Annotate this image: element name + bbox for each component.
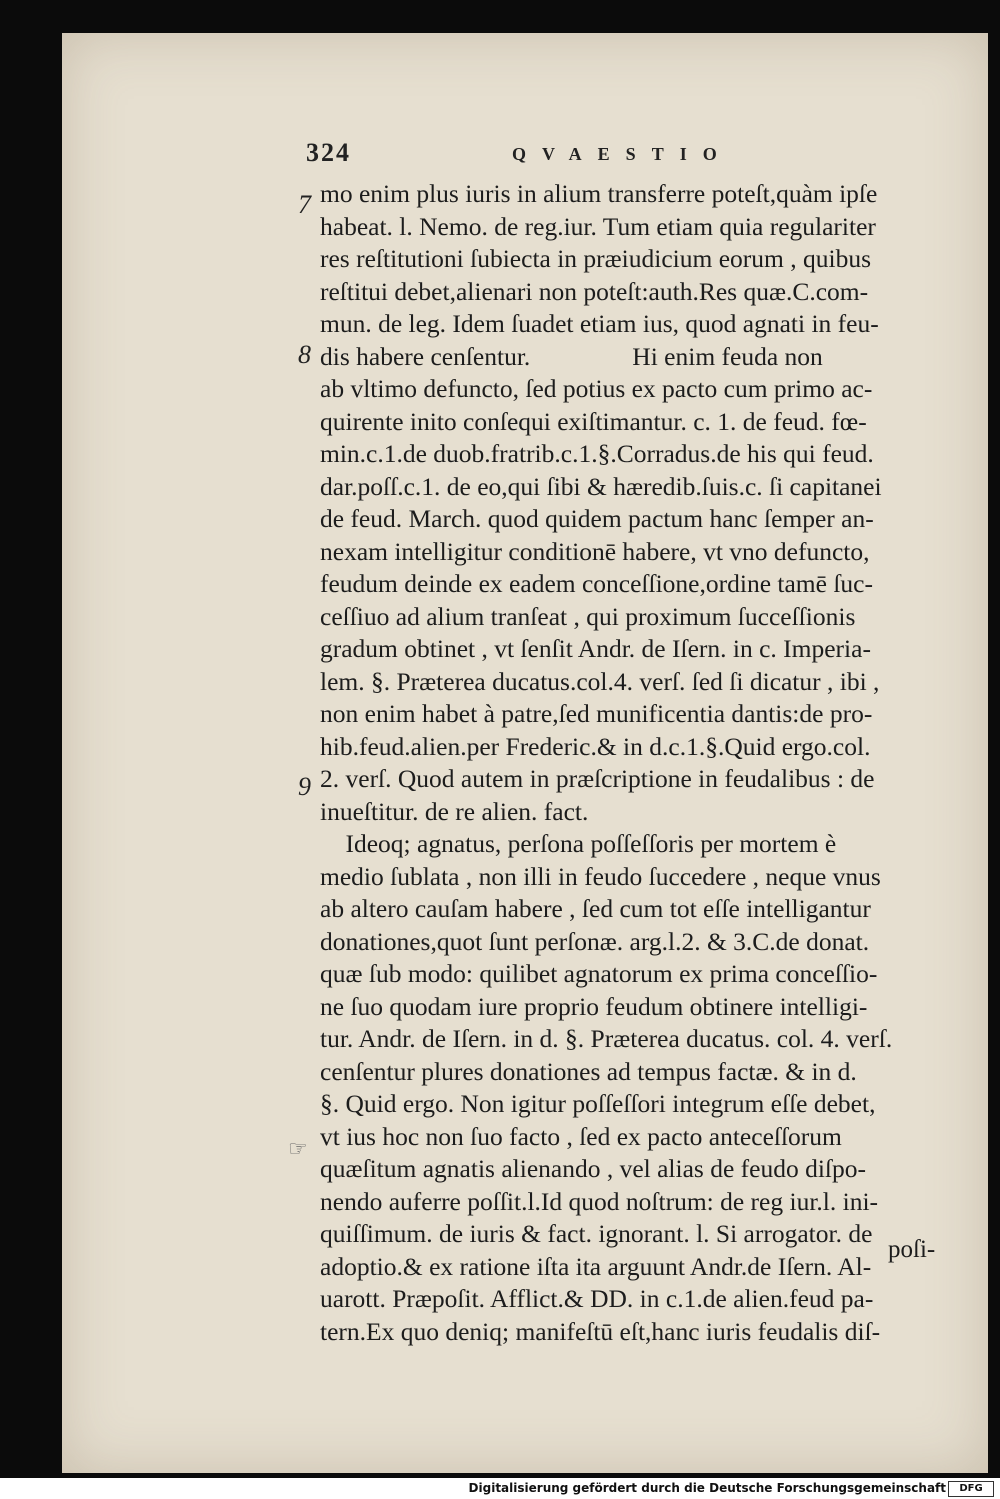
text-line: §. Quid ergo. Non igitur poſſeſſori integrum eſſe debet,	[320, 1089, 876, 1118]
text-line: cenſentur plures donationes ad tempus factæ. & in d.	[320, 1056, 857, 1086]
text-line: 2. verſ. Quod autem in præſcriptione in feudalibus : de	[320, 764, 875, 793]
text-line: inueſtitur. de re alien. fact.	[320, 796, 589, 826]
dfg-logo: DFG	[948, 1481, 994, 1497]
text-line: reſtitui debet,alienari non poteſt:auth.Res quæ.C.com-	[320, 276, 869, 306]
text-line: donationes,quot ſunt perſonæ. arg.l.2. & 3.C.de donat.	[320, 926, 870, 956]
text-line: quæſitum agnatis alienando , vel alias de feudo diſpo-	[320, 1154, 866, 1183]
text-line: res reſtitutioni ſubiecta in præiudicium eorum , quibus	[320, 244, 871, 273]
text-line: vt ius hoc non ſuo facto , ſed ex pacto anteceſſorum	[320, 1121, 842, 1151]
text-line: quæ ſub modo: quilibet agnatorum ex prima conceſſio-	[320, 959, 878, 988]
body-text	[320, 178, 960, 1348]
text-line: tern.Ex quo deniq; manifeſtū eſt,hanc iuris feudalis diſ-	[320, 1316, 881, 1346]
page-number: 324	[306, 138, 351, 167]
catchword: poſi-	[888, 1236, 936, 1263]
text-line: quiſſimum. de iuris & fact. ignorant. l. Si arrogator. de	[320, 1219, 873, 1248]
margin-number-9: 9	[298, 772, 311, 801]
text-line: gradum obtinet , vt ſenſit Andr. de Iſern. in c. Imperia-	[320, 634, 871, 663]
footer-credit: Digitalisierung gefördert durch die Deutsche Forschungsgemeinschaft	[468, 1481, 946, 1495]
text-line: ab vltimo defuncto, ſed potius ex pacto cum primo ac-	[320, 374, 873, 403]
text-line: feudum deinde ex eadem conceſſione,ordine tamē ſuc-	[320, 569, 873, 598]
text-line: nendo auferre poſſit.l.Id quod noſtrum: de reg iur.l. ini-	[320, 1186, 879, 1216]
text-line: hib.feud.alien.per Frederic.& in d.c.1.§.Quid ergo.col.	[320, 731, 871, 761]
text-line: medio ſublata , non illi in feudo ſuccedere , neque vnus	[320, 861, 881, 891]
text-line: tur. Andr. de Iſern. in d. §. Præterea ducatus. col. 4. verſ.	[320, 1024, 893, 1053]
text-line: mun. de leg. Idem ſuadet etiam ius, quod agnati in feu-	[320, 309, 879, 338]
text-line: quirente inito conſequi exiſtimantur. c. 1. de feud. fœ-	[320, 406, 867, 436]
text-line: dis habere cenſentur. Hi enim feuda non	[320, 341, 823, 371]
text-line: ceſſiuo ad alium tranſeat , qui proximum ſucceſſionis	[320, 601, 856, 631]
text-line: ne ſuo quodam iure proprio feudum obtinere intelligi-	[320, 991, 868, 1021]
text-line: de feud. March. quod quidem pactum hanc ſemper an-	[320, 504, 874, 533]
text-line: Ideoq; agnatus, perſona poſſeſſoris per mortem è	[320, 829, 837, 858]
running-title: QVAESTIO	[512, 144, 733, 164]
text-line: lem. §. Præterea ducatus.col.4. verſ. ſed ſi dicatur , ibi ,	[320, 666, 880, 696]
text-line: habeat. l. Nemo. de reg.iur. Tum etiam quia regulariter	[320, 211, 876, 241]
digitization-footer	[0, 1478, 1000, 1499]
text-line: ab altero cauſam habere , ſed cum tot eſſe intelligantur	[320, 894, 871, 923]
text-line: non enim habet à patre,ſed munificentia dantis:de pro-	[320, 699, 873, 728]
margin-number-7: 7	[298, 190, 311, 219]
text-line: adoptio.& ex ratione iſta ita arguunt Andr.de Iſern. Al-	[320, 1251, 872, 1281]
text-line: nexam intelligitur conditionē habere, vt vno defuncto,	[320, 536, 870, 566]
text-line: dar.poſſ.c.1. de eo,qui ſibi & hæredib.ſuis.c. ſi capitanei	[320, 471, 882, 501]
marginal-mark: ☞	[288, 1136, 308, 1161]
text-line: mo enim plus iuris in alium transferre poteſt,quàm ipſe	[320, 179, 878, 208]
text-line: min.c.1.de duob.fratrib.c.1.§.Corradus.de his qui feud.	[320, 439, 874, 468]
text-line: uarott. Præpoſit. Afflict.& DD. in c.1.de alien.feud pa-	[320, 1284, 874, 1313]
margin-number-8: 8	[298, 340, 311, 369]
